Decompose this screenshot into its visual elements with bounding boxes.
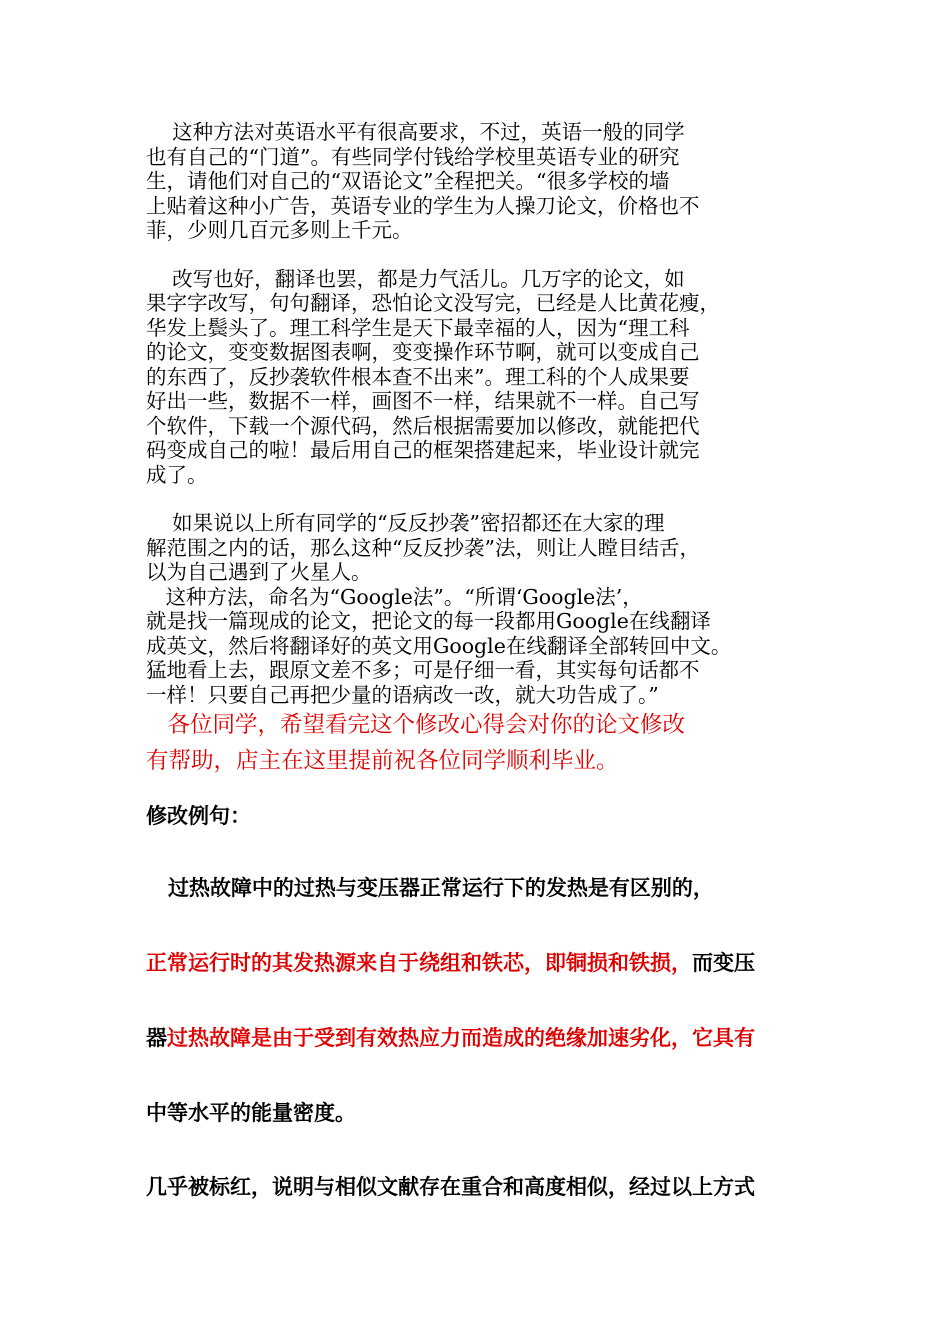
example-line-plain: 器 [146,1025,167,1050]
paragraph-english-helper [146,120,818,243]
text-line: 如果说以上所有同学的“反反抄袭”密招都还在大家的理 [146,511,665,535]
shop-note-line: 各位同学，希望看完这个修改心得会对你的论文修改 [146,712,685,738]
text-line: 猛地看上去，跟原文差不多；可是仔细一看，其实每句话都不 [146,658,700,682]
text-line: 解范围之内的话，那么这种“反反抄袭”法，则让人瞠目结舌， [146,535,700,560]
example-line-highlight: 过热故障是由于受到有效热应力而造成的绝缘加速劣化，它具有 [167,1025,755,1050]
paragraph-google-method [146,511,818,707]
example-line-plain: 而变压 [692,950,755,975]
text-line: 成英文，然后将翻译好的英文用Google在线翻译全部转回中文。 [146,633,732,658]
text-line: 菲，少则几百元多则上千元。 [146,218,413,242]
text-line: 华发上鬓头了。理工科学生是天下最幸福的人，因为“理工科 [146,315,690,340]
example-line: 中等水平的能量密度。 [146,1100,356,1125]
text-line: 个软件，下载一个源代码，然后根据需要加以修改，就能把代 [146,413,700,438]
example-sentence [146,873,818,1128]
text-line: 的东西了，反抄袭软件根本查不出来”。理工科的个人成果要 [146,364,690,389]
paragraph-rewrite-translate [146,267,818,488]
paragraph-gap [146,487,818,511]
shop-note-line: 有帮助，店主在这里提前祝各位同学顺利毕业。 [146,748,619,774]
text-line: 改写也好，翻译也罢，都是力气活儿。几万字的论文，如 [146,266,685,291]
text-line: 以为自己遇到了火星人。 [146,560,372,584]
example-line-highlight: 正常运行时的其发热源来自于绕组和铁芯，即铜损和铁损， [146,950,692,975]
text-line: 一样！只要自己再把少量的语病改一改，就大功告成了。” [146,682,659,707]
text-line: 上贴着这种小广告，英语专业的学生为人操刀论文，价格也不 [146,193,700,218]
text-line: 也有自己的“门道”。有些同学付钱给学校里英语专业的研究 [146,144,680,169]
text-line: 就是找一篇现成的论文，把论文的每一段都用Google在线翻译 [146,609,711,633]
example-label: 修改例句： [146,803,251,828]
text-line: 这种方法对英语水平有很高要求，不过，英语一般的同学 [146,120,685,144]
conclusion-line: 几乎被标红，说明与相似文献存在重合和高度相似，经过以上方式 [146,1174,755,1199]
text-line: 生，请他们对自己的“双语论文”全程把关。“很多学校的墙 [146,169,670,193]
example-line [146,1023,818,1053]
document-page [146,120,818,1202]
text-line: 码变成自己的啦！最后用自己的框架搭建起来，毕业设计就完 [146,438,700,462]
example-line: 过热故障中的过热与变压器正常运行下的发热是有区别的， [146,875,714,900]
shop-note [146,707,818,779]
text-line: 的论文，变变数据图表啊，变变操作环节啊，就可以变成自己 [146,340,700,364]
example-line [146,948,818,978]
text-line: 成了。 [146,462,208,487]
text-line: 这种方法，命名为“Google法”。“所谓‘Google法’， [146,584,643,609]
paragraph-gap [146,243,818,267]
text-line: 果字字改写，句句翻译，恐怕论文没写完，已经是人比黄花瘦， [146,291,720,315]
text-line: 好出一些，数据不一样，画图不一样，结果就不一样。自己写 [146,389,700,413]
